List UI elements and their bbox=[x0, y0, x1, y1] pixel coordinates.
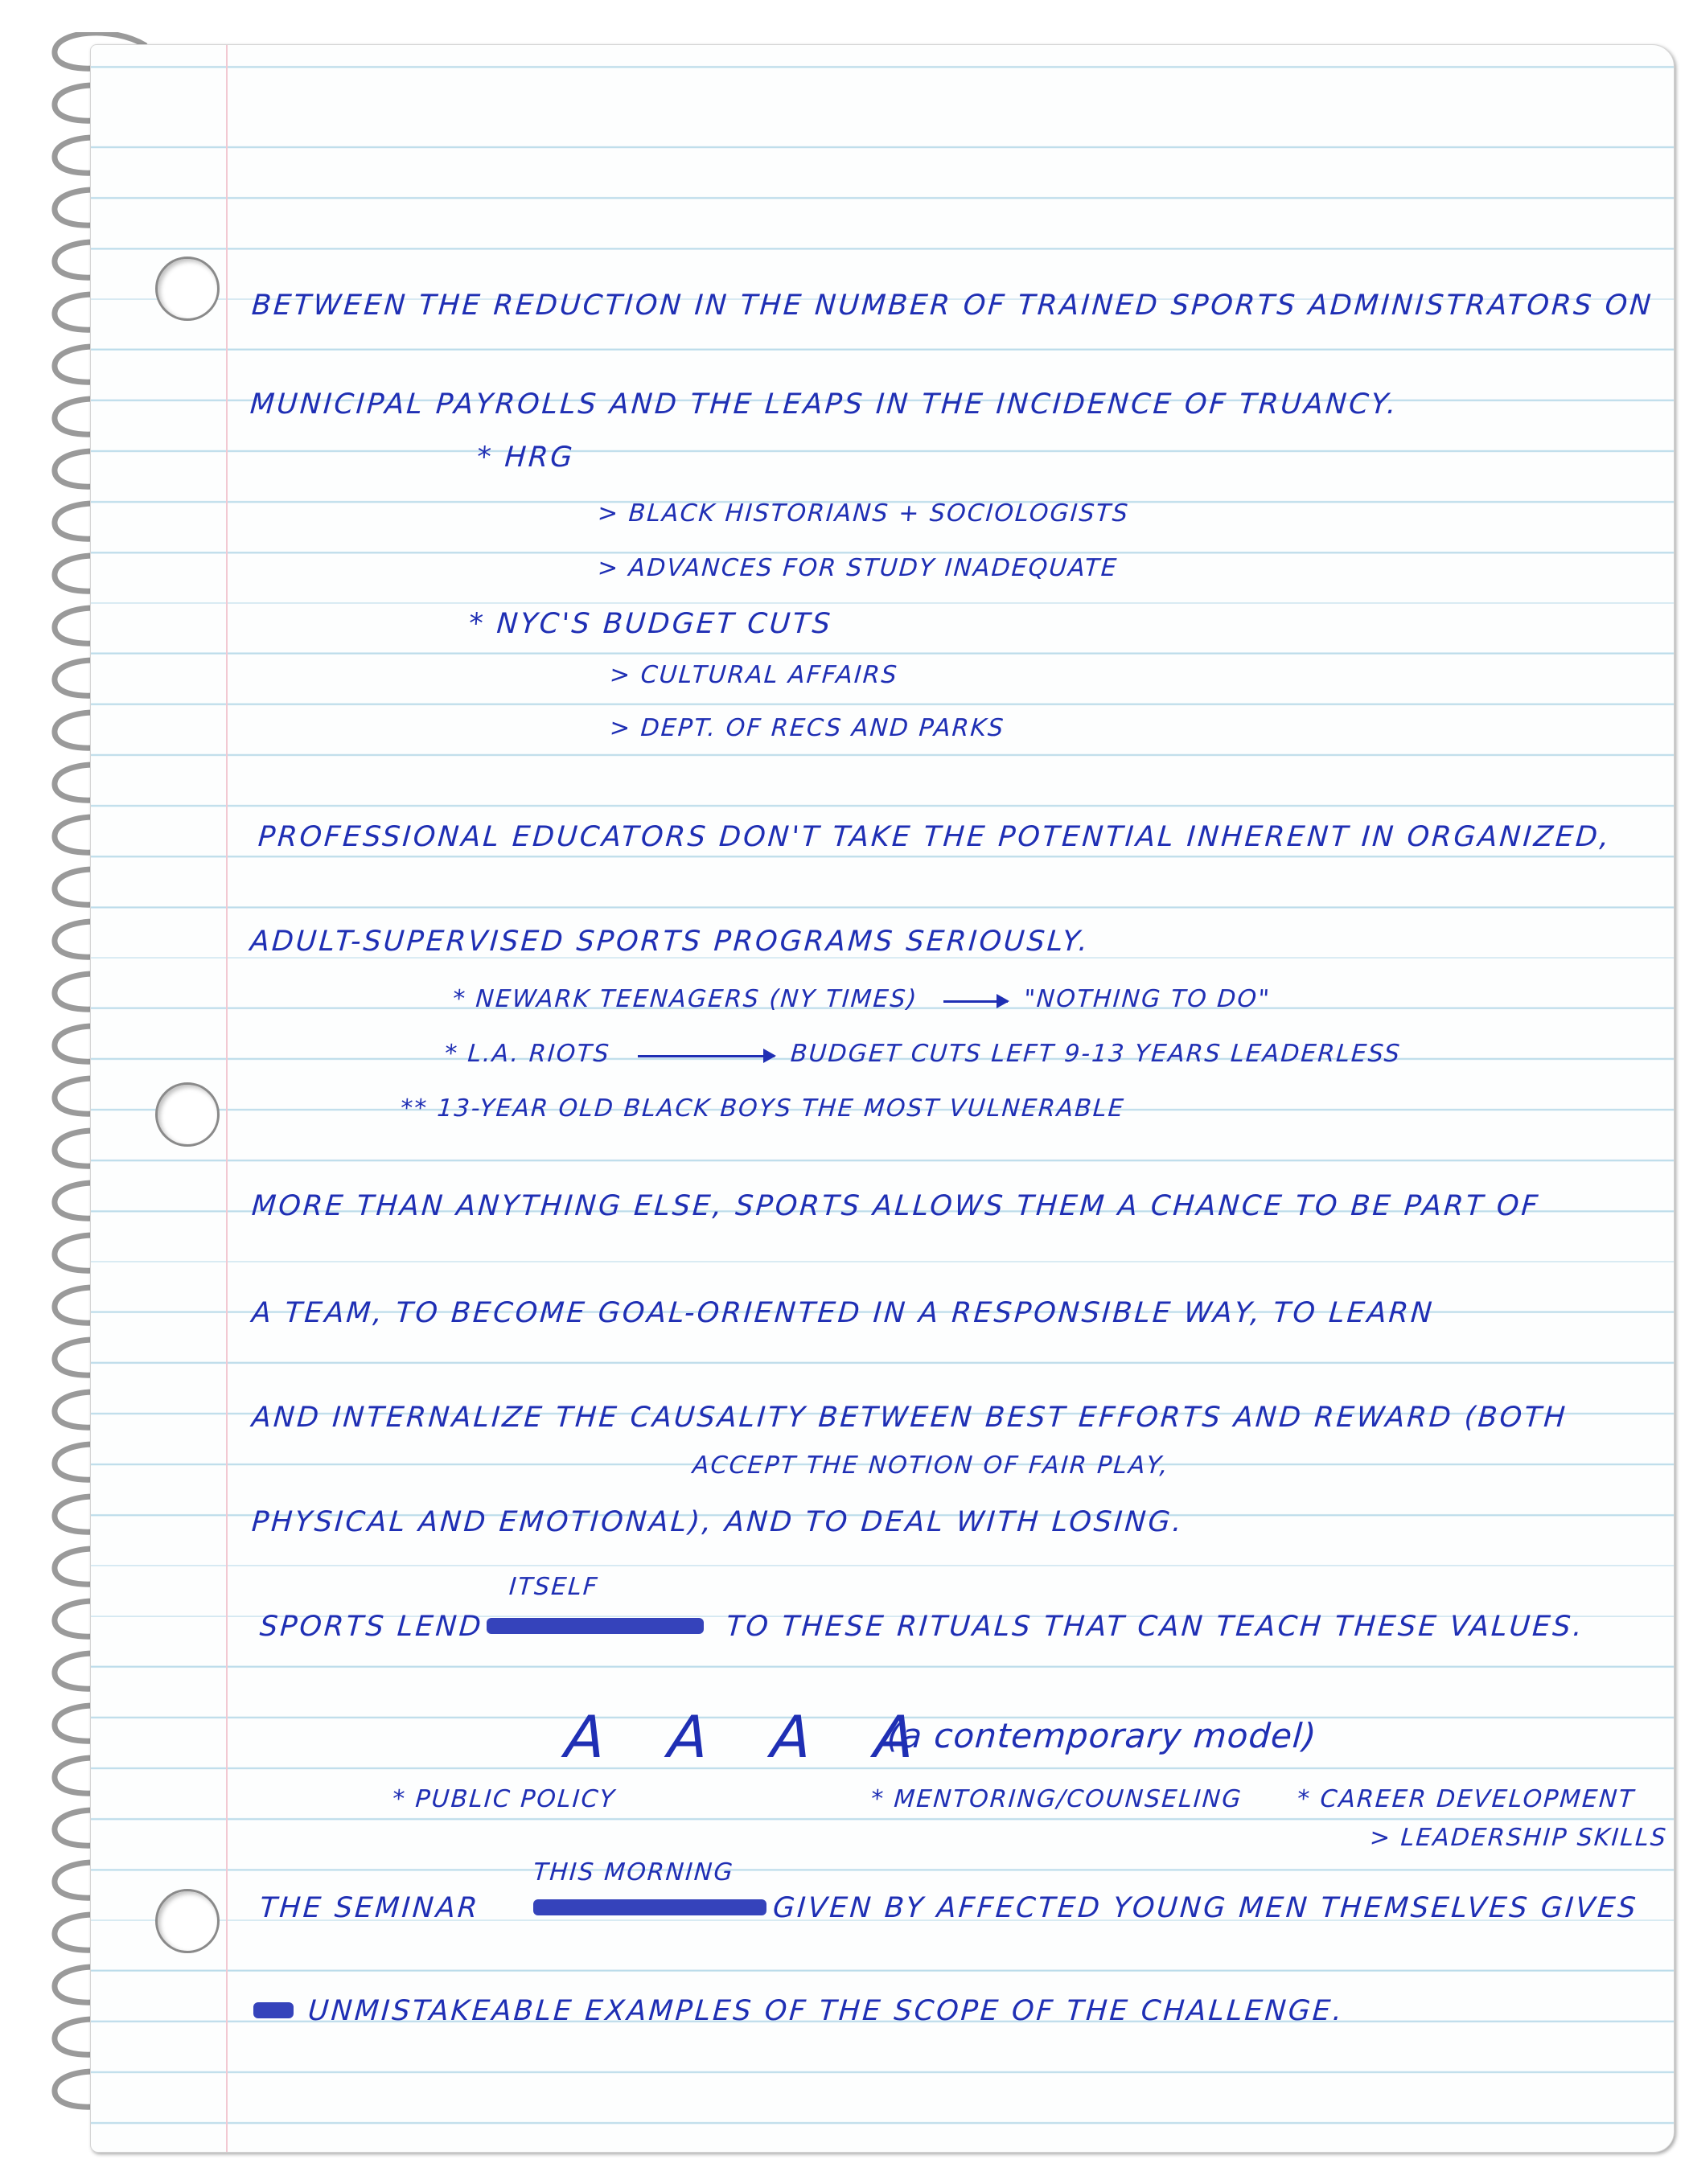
bullet-public-policy: * PUBLIC POLICY bbox=[391, 1785, 618, 1813]
scribbled-out-word bbox=[487, 1618, 704, 1634]
text-line-9-start: SPORTS LEND bbox=[258, 1611, 485, 1643]
text-line-7: AND INTERNALIZE THE CAUSALITY BETWEEN BEST EFFORTS AND REWARD (BOTH bbox=[250, 1402, 1569, 1434]
text-line-4: ADULT-SUPERVISED SPORTS PROGRAMS SERIOUSLY. bbox=[249, 926, 1091, 958]
sub-bullet-advances: > ADVANCES FOR STUDY INADEQUATE bbox=[596, 554, 1120, 582]
insertion-fair-play: ACCEPT THE NOTION OF FAIR PLAY, bbox=[691, 1451, 1170, 1480]
insertion-itself: ITSELF bbox=[508, 1573, 600, 1601]
sub-bullet-cultural: > CULTURAL AFFAIRS bbox=[608, 661, 899, 689]
arrow-right-icon bbox=[943, 1000, 1008, 1003]
scribbled-out-word bbox=[253, 2002, 294, 2018]
punch-hole-middle bbox=[155, 1082, 220, 1147]
text-line-2: MUNICIPAL PAYROLLS AND THE LEAPS IN THE INCIDENCE OF TRUANCY. bbox=[249, 388, 1399, 421]
bullet-nyc-budget: * NYC'S BUDGET CUTS bbox=[467, 608, 834, 640]
text-line-1: BETWEEN THE REDUCTION IN THE NUMBER OF TRAINED SPORTS ADMINISTRATORS ON bbox=[250, 289, 1654, 322]
punch-hole-bottom bbox=[155, 1889, 220, 1953]
text-line-3: PROFESSIONAL EDUCATORS DON'T TAKE THE POTENTIAL INHERENT IN ORGANIZED, bbox=[257, 821, 1613, 853]
bullet-newark: * NEWARK TEENAGERS (NY TIMES) bbox=[451, 985, 919, 1013]
arrow-right-icon bbox=[638, 1055, 775, 1057]
aaaa-note: (a contemporary model) bbox=[886, 1716, 1318, 1755]
notebook-sheet bbox=[90, 44, 1675, 2153]
bullet-la-riots: * L.A. RIOTS bbox=[443, 1040, 611, 1068]
text-line-6: A TEAM, TO BECOME GOAL-ORIENTED IN A RESPONSIBLE WAY, TO LEARN bbox=[250, 1297, 1436, 1329]
bullet-la-riots-detail: BUDGET CUTS LEFT 9-13 YEARS LEADERLESS bbox=[789, 1040, 1403, 1068]
bullet-mentoring: * MENTORING/COUNSELING bbox=[869, 1785, 1243, 1813]
bullet-black-boys: ** 13-YEAR OLD BLACK BOYS THE MOST VULNERABLE bbox=[399, 1094, 1126, 1123]
margin-line bbox=[226, 45, 228, 2152]
text-line-10-end: GIVEN BY AFFECTED YOUNG MEN THEMSELVES GIVES bbox=[771, 1892, 1639, 1924]
sub-bullet-historians: > BLACK HISTORIANS + SOCIOLOGISTS bbox=[596, 499, 1131, 528]
text-line-9-end: TO THESE RITUALS THAT CAN TEACH THESE VALUES. bbox=[725, 1611, 1586, 1643]
text-line-11: UNMISTAKEABLE EXAMPLES OF THE SCOPE OF THE CHALLENGE. bbox=[306, 1995, 1346, 2027]
punch-hole-top bbox=[155, 257, 220, 321]
sub-bullet-leadership: > LEADERSHIP SKILLS bbox=[1368, 1824, 1669, 1852]
insertion-this-morning: THIS MORNING bbox=[532, 1858, 735, 1886]
bullet-newark-quote: "NOTHING TO DO" bbox=[1022, 985, 1272, 1013]
bullet-career-development: * CAREER DEVELOPMENT bbox=[1296, 1785, 1637, 1813]
scribbled-out-word bbox=[533, 1899, 766, 1915]
aaaa-heading: A A A A bbox=[563, 1703, 939, 1771]
text-line-8: PHYSICAL AND EMOTIONAL), AND TO DEAL WITH LOSING. bbox=[250, 1506, 1186, 1538]
sub-bullet-dept: > DEPT. OF RECS AND PARKS bbox=[608, 714, 1006, 742]
text-line-10-start: THE SEMINAR bbox=[258, 1892, 481, 1924]
text-line-5: MORE THAN ANYTHING ELSE, SPORTS ALLOWS THEM A CHANCE TO BE PART OF bbox=[250, 1190, 1541, 1222]
bullet-hrg: * HRG bbox=[475, 441, 576, 474]
